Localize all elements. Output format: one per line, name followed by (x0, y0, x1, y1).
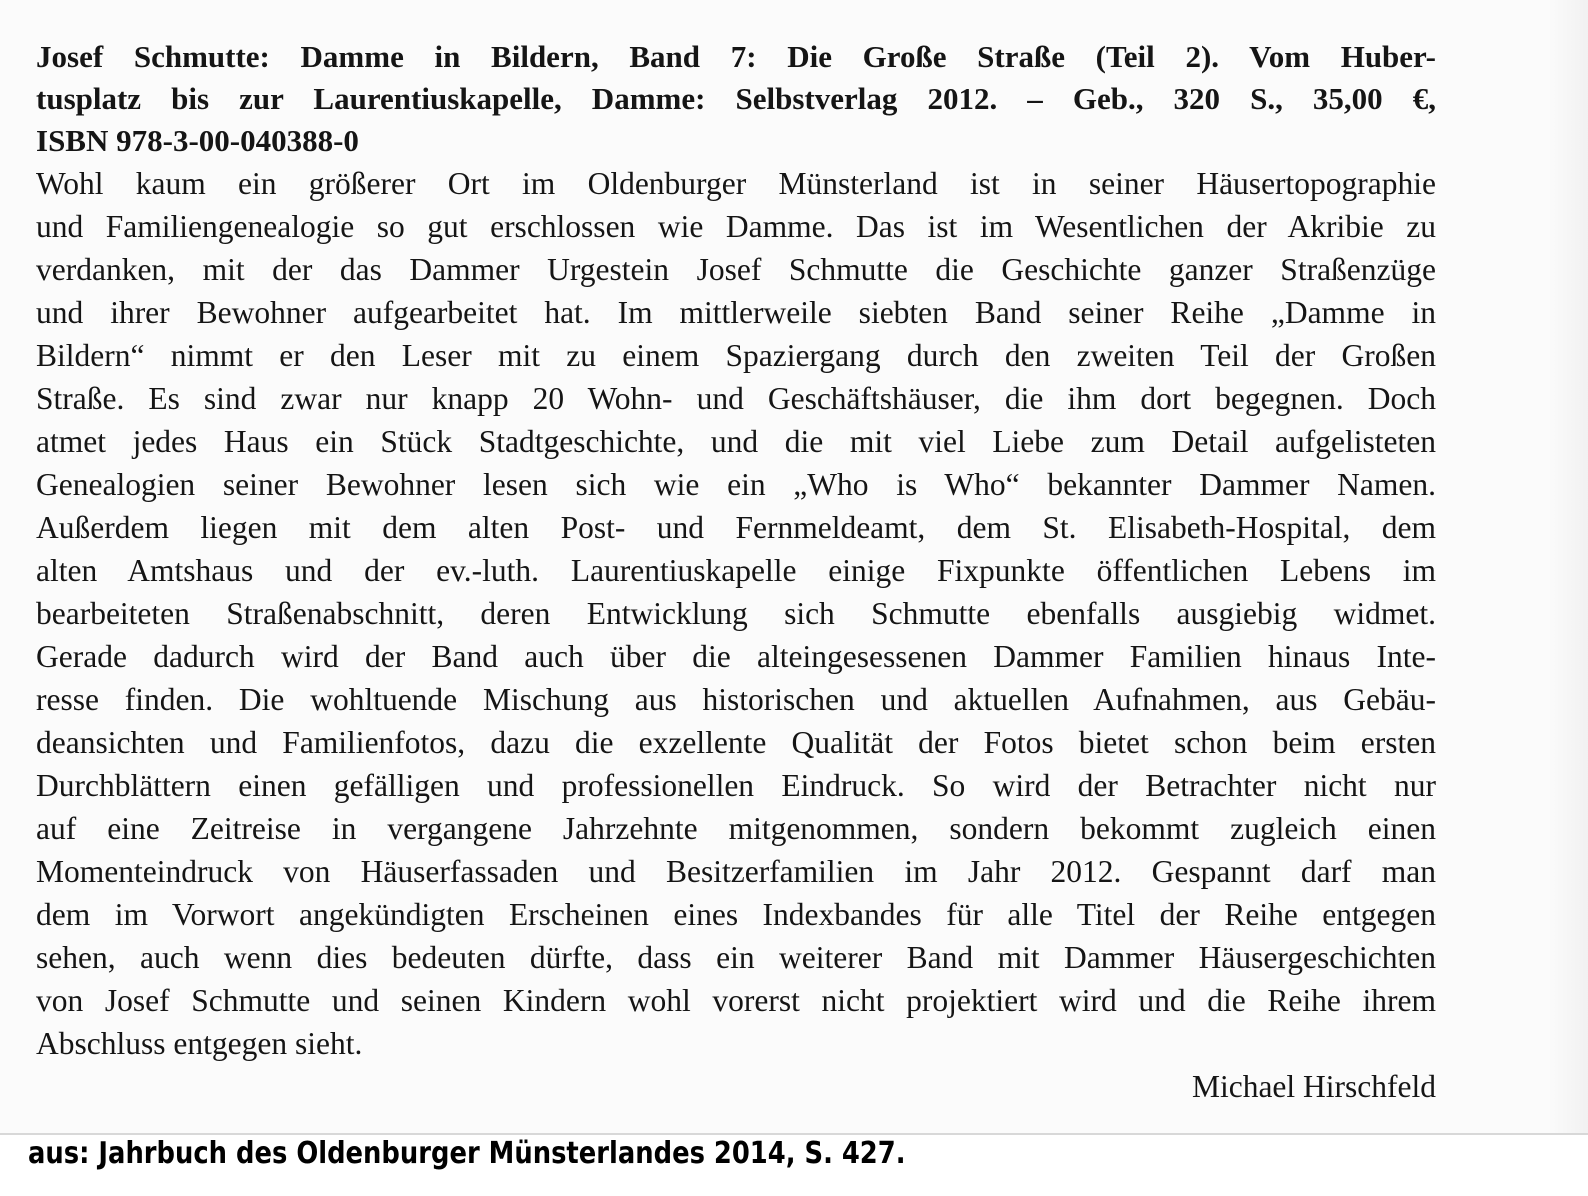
review-author: Michael Hirschfeld (1191, 1069, 1436, 1104)
body-line: resse finden. Die wohltuende Mischung aus historischen und aktuellen Aufnahmen, aus Gebäu- (36, 682, 1436, 717)
heading-line: Josef Schmutte: Damme in Bildern, Band 7: Die Große Straße (Teil 2). Vom Huber- (36, 39, 1436, 74)
body-line: atmet jedes Haus ein Stück Stadtgeschichte, und die mit viel Liebe zum Detail aufgelisteten (36, 424, 1436, 459)
body-line: auf eine Zeitreise in vergangene Jahrzehnte mitgenommen, sondern bekommt zugleich einen (36, 811, 1436, 846)
body-line: Momenteindruck von Häuserfassaden und Besitzerfamilien im Jahr 2012. Gespannt darf man (36, 854, 1436, 889)
body-line: sehen, auch wenn dies bedeuten dürfte, dass ein weiterer Band mit Dammer Häusergeschichten (36, 940, 1436, 975)
body-line: Abschluss entgegen sieht. (36, 1026, 363, 1061)
body-line: von Josef Schmutte und seinen Kindern wohl vorerst nicht projektiert wird und die Reihe ihrem (36, 983, 1436, 1018)
body-line: verdanken, mit der das Dammer Urgestein Josef Schmutte die Geschichte ganzer Straßenzüge (36, 252, 1436, 287)
body-line: Bildern“ nimmt er den Leser mit zu einem Spaziergang durch den zweiten Teil der Großen (36, 338, 1436, 373)
body-line: und Familiengenealogie so gut erschlossen wie Damme. Das ist im Wesentlichen der Akribie zu (36, 209, 1436, 244)
page-edge-shadow (1548, 0, 1588, 1133)
body-line: Wohl kaum ein größerer Ort im Oldenburger Münsterland ist in seiner Häusertopographie (36, 166, 1436, 201)
body-line: Genealogien seiner Bewohner lesen sich wie ein „Who is Who“ bekannter Dammer Namen. (36, 467, 1436, 502)
review-body (36, 162, 1436, 1065)
book-review (36, 36, 1436, 1108)
body-line: Durchblättern einen gefälligen und professionellen Eindruck. So wird der Betrachter nicht nur (36, 768, 1436, 803)
source-citation: aus: Jahrbuch des Oldenburger Münsterlandes 2014, S. 427. (28, 1136, 906, 1171)
body-line: alten Amtshaus und der ev.-luth. Laurentiuskapelle einige Fixpunkte öffentlichen Lebens im (36, 553, 1436, 588)
heading-line: tusplatz bis zur Laurentiuskapelle, Damme: Selbstverlag 2012. – Geb., 320 S., 35,00 €, (36, 81, 1436, 116)
body-line: deansichten und Familienfotos, dazu die exzellente Qualität der Fotos bietet schon beim ersten (36, 725, 1436, 760)
body-line: dem im Vorwort angekündigten Erscheinen eines Indexbandes für alle Titel der Reihe entgegen (36, 897, 1436, 932)
body-line: Straße. Es sind zwar nur knapp 20 Wohn- und Geschäftshäuser, die ihm dort begegnen. Doch (36, 381, 1436, 416)
body-line: Gerade dadurch wird der Band auch über die alteingesessenen Dammer Familien hinaus Inte- (36, 639, 1436, 674)
heading-line: ISBN 978-3-00-040388-0 (36, 123, 359, 158)
body-line: Außerdem liegen mit dem alten Post- und Fernmeldeamt, dem St. Elisabeth-Hospital, dem (36, 510, 1436, 545)
body-line: und ihrer Bewohner aufgearbeitet hat. Im mittlerweile siebten Band seiner Reihe „Damme in (36, 295, 1436, 330)
body-line: bearbeiteten Straßenabschnitt, deren Entwicklung sich Schmutte ebenfalls ausgiebig widmet. (36, 596, 1436, 631)
review-heading (36, 36, 1436, 162)
